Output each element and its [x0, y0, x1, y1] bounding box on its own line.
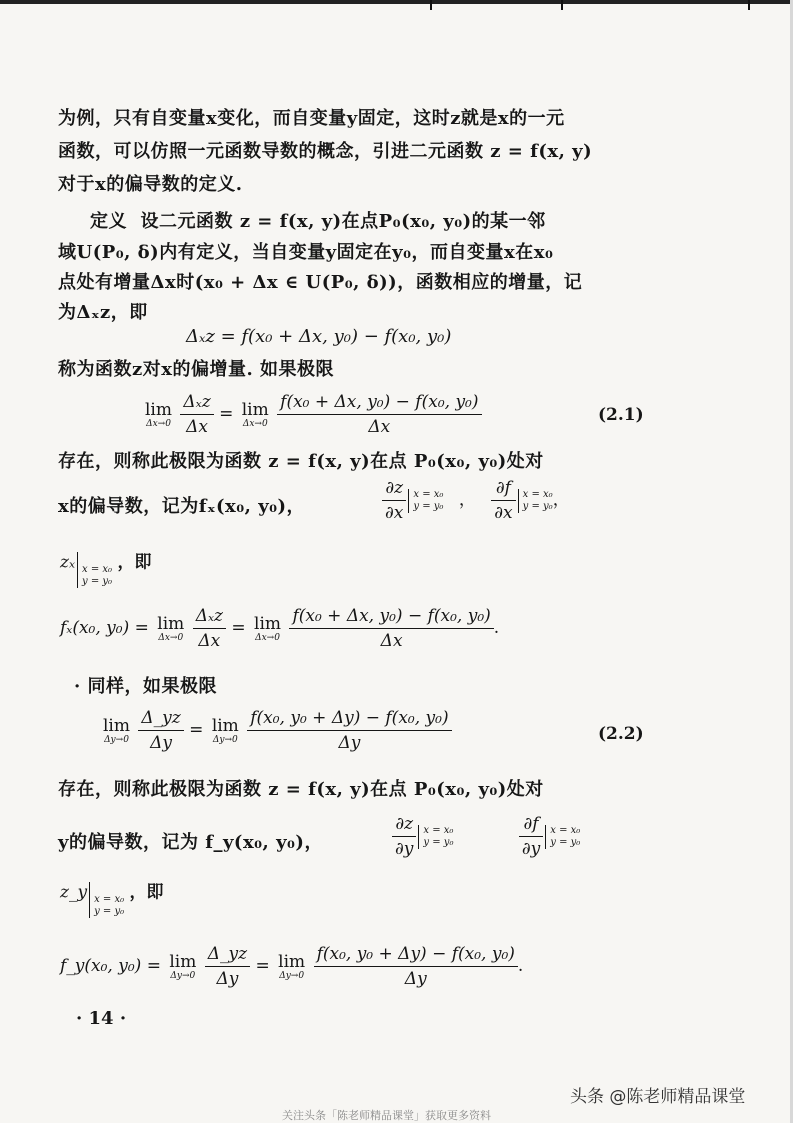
partial-increment-formula: Δₓz = f(x₀ + Δx, y₀) − f(x₀, y₀) [186, 326, 452, 347]
scan-tick-mark [748, 0, 750, 10]
text-line-14: y的偏导数，记为 f_y(x₀, y₀)， [58, 832, 323, 853]
equation-number: (2.1) [598, 405, 644, 425]
footer-note: 关注头条「陈老师精品课堂」获取更多资料 [282, 1109, 491, 1122]
text-line-8: 称为函数z对x的偏增量. 如果极限 [58, 359, 334, 380]
text-line-3: 对于x的偏导数的定义. [58, 174, 243, 195]
fraction: $\frac{\text{Δₓz}}{\Delta x}$ [180, 392, 213, 437]
scan-top-edge [0, 0, 793, 4]
limit-operator: lim Δx→0 [241, 399, 269, 429]
definition-line [90, 207, 546, 233]
text-line-10: x的偏导数，记为fₓ(x₀, y₀)， [58, 496, 306, 517]
formula-2-1: lim Δx→0 $\frac{\text{Δₓz}}{\Delta x}$ = lim Δx→0 $\frac{\text{f(x₀ + Δx, y₀) − f(x₀, y₀)}}{\Delta x}$ [142, 392, 482, 437]
text-line-12: · 同样，如果极限 [74, 676, 218, 697]
watermark: 头条 @陈老师精品课堂 [570, 1087, 746, 1107]
fy-limit-definition: f_y(x₀, y₀) = lim Δy→0 $\frac{\Delta\_yz}{\Delta y}$ = lim Δy→0 $\frac{\text{f(x₀, y₀ + Δy) − f(x₀, y₀)}}{\Delta y}$ . [60, 944, 524, 989]
fx-limit-definition: fₓ(x₀, y₀) = lim Δx→0 $\frac{\text{Δₓz}}{\Delta x}$ = lim Δx→0 $\frac{\text{f(x₀ + Δx, y₀) − f(x₀, y₀)}}{\Delta x}$ . [60, 606, 500, 651]
scan-tick-mark [430, 0, 432, 10]
text-line-5: 域U(P₀, δ)内有定义，当自变量y固定在y₀，而自变量x在x₀ [58, 242, 554, 263]
equation-number: (2.2) [598, 724, 644, 744]
definition-text: 设二元函数 z = f(x, y)在点P₀(x₀, y₀)的某一邻 [140, 211, 546, 232]
partial-notation-zx: zₓ x = x₀ y = y₀ ，即 [60, 552, 152, 587]
page-number: · 14 · [76, 1008, 127, 1029]
fraction: $\frac{\text{f(x₀ + Δx, y₀) − f(x₀, y₀)}}{\Delta x}$ [277, 392, 481, 437]
text-line-1: 为例，只有自变量x变化，而自变量y固定，这时z就是x的一元 [58, 108, 565, 129]
limit-operator: lim Δx→0 [145, 399, 172, 429]
formula-2-2: lim Δy→0 $\frac{\Delta\_yz}{\Delta y}$ = lim Δy→0 $\frac{\text{f(x₀, y₀ + Δy) − f(x₀, y₀)}}{\Delta y}$ [100, 708, 452, 753]
partial-notation-zy: z_y x = x₀ y = y₀ ，即 [60, 882, 164, 917]
definition-term: 定义 [90, 211, 127, 232]
text-line-9: 存在，则称此极限为函数 z = f(x, y)在点 P₀(x₀, y₀)处对 [58, 451, 544, 472]
text-line-6: 点处有增量Δx时(x₀ + Δx ∈ U(P₀, δ))，函数相应的增量，记 [58, 272, 583, 293]
text-line-13: 存在，则称此极限为函数 z = f(x, y)在点 P₀(x₀, y₀)处对 [58, 779, 544, 800]
scan-tick-mark [561, 0, 563, 10]
partial-notation-x: $\frac{\partial z}{\partial x}$ x = x₀ y = y₀ ， $\frac{\partial f}{\partial x}$ x = x₀ y = y₀， [382, 478, 570, 523]
partial-notation-y: $\frac{\partial z}{\partial y}$ x = x₀ y = y₀ $\frac{\partial f}{\partial y}$ x = x₀ y = y₀ [392, 814, 580, 859]
text-line-2: 函数，可以仿照一元函数导数的概念，引进二元函数 z = f(x, y) [58, 141, 593, 162]
text-line-7: 为Δₓz，即 [58, 302, 148, 323]
